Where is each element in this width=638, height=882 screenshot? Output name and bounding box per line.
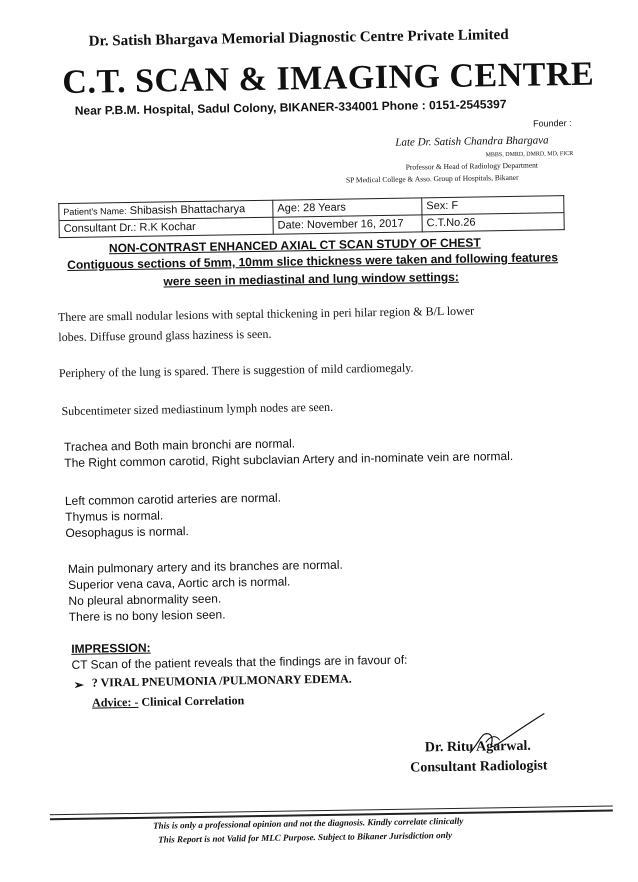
address-line: Near P.B.M. Hospital, Sadul Colony, BIKANER-334001 Phone : 0151-2545397 [74, 97, 507, 118]
advice-label: Advice: - [91, 694, 139, 710]
signatory-title: Consultant Radiologist [410, 758, 548, 776]
founder-name: Late Dr. Satish Chandra Bhargava [395, 134, 549, 149]
study-subtitle-1: Contiguous sections of 5mm, 10mm slice thickness were taken and following features [67, 250, 559, 272]
signatory-name: Dr. Ritu Agarwal. [424, 738, 532, 756]
advice-line [92, 693, 244, 710]
report-date: Date: November 16, 2017 [273, 215, 422, 234]
centre-name: C.T. SCAN & IMAGING CENTRE [62, 55, 595, 102]
founder-degrees: MBBS, DMRD, DMRD, MD, FICR [485, 150, 574, 159]
patient-name: Shibasish Bhattacharya [129, 203, 246, 217]
patient-name-label: Patient's Name: [63, 206, 127, 218]
finding-line: Subcentimeter sized mediastinum lymph nodes are seen. [61, 399, 334, 419]
finding-line: Periphery of the lung is spared. There is suggestion of mild cardiomegaly. [58, 360, 414, 381]
impression-text: CT Scan of the patient reveals that the findings are in favour of: [71, 652, 408, 672]
finding-line: The Right common carotid, Right subclavian Artery and in-nominate vein are normal. [64, 448, 514, 471]
ct-number: C.T.No.26 [422, 213, 564, 232]
study-subtitle-2: were seen in mediastinal and lung window settings: [163, 269, 459, 289]
footer-disclaimer-1: This is only a professional opinion and not the diagnosis. Kindly correlate clinically [152, 815, 464, 831]
founder-college: SP Medical College & Asso. Group of Hospitals, Bikaner [345, 172, 519, 185]
arrow-bullet-icon: ➢ [73, 677, 84, 692]
finding-line: Oesophagus is normal. [65, 524, 189, 541]
finding-line: lobes. Diffuse ground glass haziness is seen. [58, 326, 272, 345]
finding-line: Trachea and Both main bronchi are normal. [63, 436, 296, 455]
advice-text: Clinical Correlation [138, 693, 245, 709]
patient-info-table [58, 195, 564, 238]
founder-post: Professor & Head of Radiology Department [405, 160, 539, 172]
founder-label: Founder : [532, 118, 572, 129]
finding-line: Main pulmonary artery and its branches are normal. [67, 557, 343, 576]
impression-heading: IMPRESSION: [71, 640, 151, 656]
consultant: Consultant Dr.: R.K Kochar [59, 217, 273, 237]
finding-line: Thymus is normal. [65, 508, 164, 525]
finding-line: Superior vena cava, Aortic arch is normal. [68, 574, 291, 592]
finding-line: There are small nodular lesions with septal thickening in peri hilar region & B/L lower [57, 303, 475, 325]
finding-line: Left common carotid arteries are normal. [64, 490, 282, 509]
institution-name: Dr. Satish Bhargava Memorial Diagnostic Centre Private Limited [88, 26, 509, 50]
study-title: NON-CONTRAST ENHANCED AXIAL CT SCAN STUDY OF CHEST [108, 235, 481, 256]
patient-sex: Sex: F [422, 196, 564, 215]
impression-item: ? VIRAL PNEUMONIA /PULMONARY EDEMA. [91, 671, 352, 690]
finding-line: There is no bony lesion seen. [68, 607, 226, 624]
finding-line: No pleural abnormality seen. [68, 591, 222, 608]
footer-disclaimer-2: This Report is not Valid for MLC Purpose. Subject to Bikaner Jurisdiction only [158, 829, 453, 845]
patient-age: Age: 28 Years [273, 198, 422, 217]
